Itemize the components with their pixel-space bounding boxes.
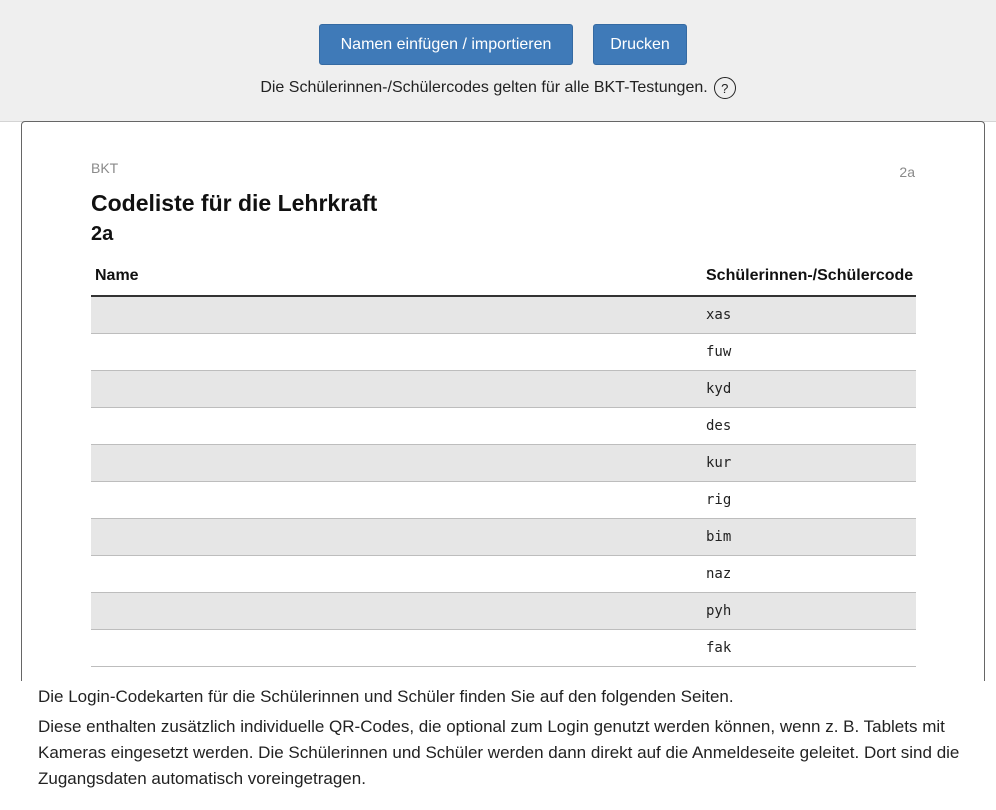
table-row	[91, 556, 916, 593]
sheet-brand: BKT	[91, 160, 119, 176]
row-code: kur	[706, 455, 732, 471]
table-row	[91, 334, 916, 371]
row-code: rig	[706, 492, 732, 508]
note-qr-codes: Diese enthalten zusätzlich individuelle QR-Codes, die optional zum Login genutzt werden können, wenn z. B. Tablets mit Kameras eingesetzt werden. Die Schülerinnen und Schüler werden dann direkt auf die Anmeldeseite geleitet. Dort sind die Zugangsdaten automatisch voreingetragen.	[38, 717, 960, 788]
print-button[interactable]: Drucken	[593, 24, 687, 65]
sheet-title: Codeliste für die Lehrkraft	[91, 190, 378, 216]
row-code: xas	[706, 307, 732, 323]
toolbar	[0, 0, 996, 122]
header-name: Name	[95, 267, 139, 284]
header-code: Schülerinnen-/Schülercode	[706, 267, 914, 284]
row-code: kyd	[706, 381, 732, 397]
row-code: bim	[706, 529, 732, 545]
row-code: fuw	[706, 344, 732, 360]
code-table	[91, 257, 916, 667]
sheet-class-corner: 2a	[899, 164, 915, 180]
table-row	[91, 408, 916, 445]
table-row	[91, 482, 916, 519]
table-row	[91, 593, 916, 630]
row-code: fak	[706, 640, 732, 656]
row-code: pyh	[706, 603, 732, 619]
help-icon[interactable]: ?	[714, 77, 736, 99]
sheet-class-label: 2a	[91, 223, 114, 245]
table-row	[91, 630, 916, 667]
info-line	[0, 77, 996, 99]
table-body	[91, 297, 916, 667]
table-header	[91, 257, 916, 297]
code-list-sheet	[21, 121, 985, 681]
row-code: des	[706, 418, 732, 434]
table-row	[91, 371, 916, 408]
table-row	[91, 445, 916, 482]
notes	[38, 684, 968, 796]
table-row	[91, 519, 916, 556]
note-login-cards: Die Login-Codekarten für die Schülerinnen und Schüler finden Sie auf den folgenden Seiten.	[38, 687, 734, 706]
info-text: Die Schülerinnen-/Schülercodes gelten für alle BKT-Testungen.	[260, 79, 708, 96]
row-code: naz	[706, 566, 732, 582]
import-names-button[interactable]: Namen einfügen / importieren	[319, 24, 573, 65]
table-row	[91, 297, 916, 334]
